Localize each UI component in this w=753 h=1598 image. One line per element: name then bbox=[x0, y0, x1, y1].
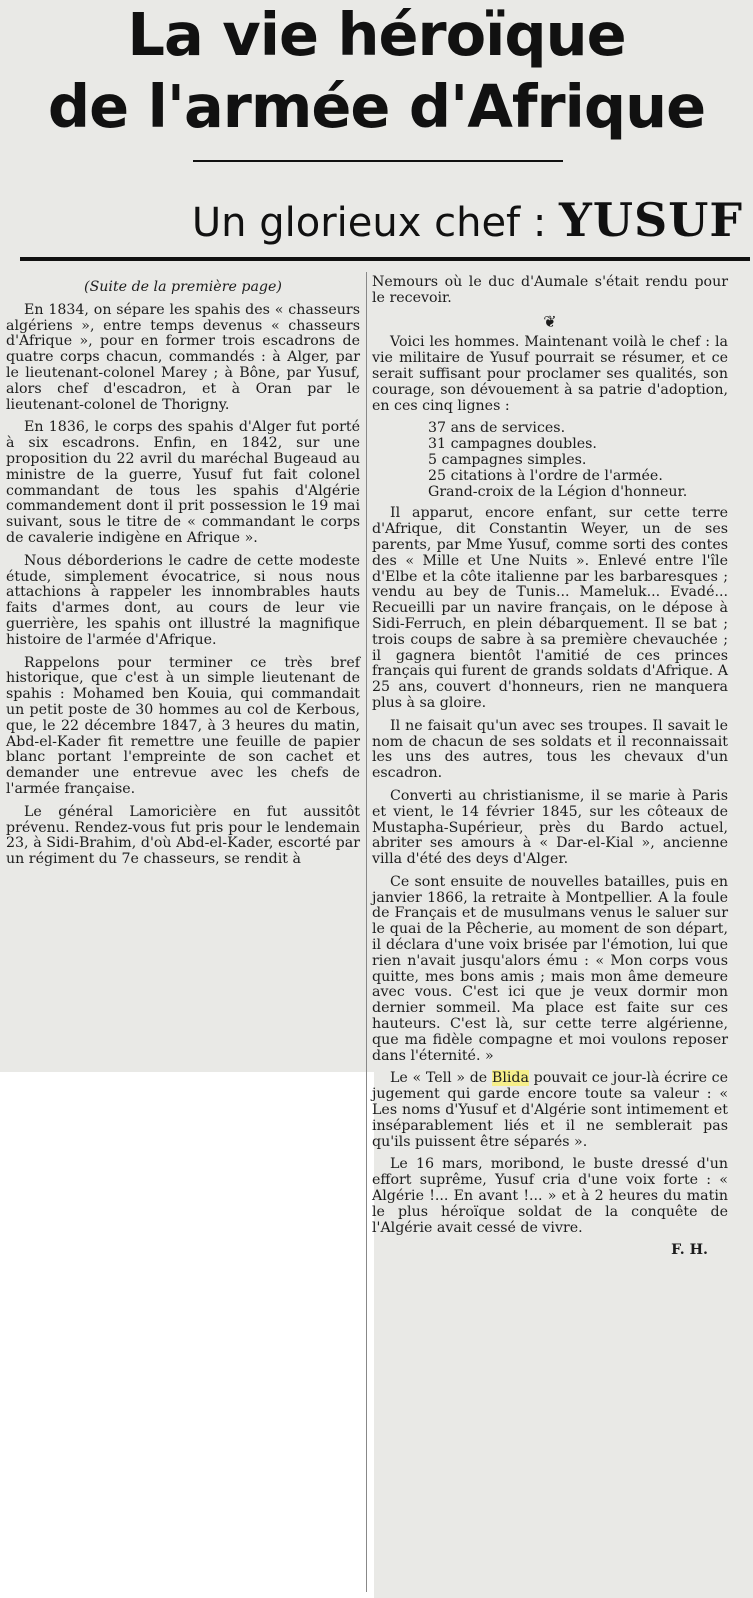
list-item: 25 citations à l'ordre de l'armée. bbox=[428, 467, 663, 484]
paragraph: Ce sont ensuite de nouvelles batailles, puis en janvier 1866, la retraite à Montpellier. A la foule de Français et de musulmans venus le saluer sur le quai de la Pêcherie, au moment de son départ, il déclara d'une voix brisée par l'émotion, lui que rien n'avait jusqu'alors ému : « Mon corps vous quitte, mes bons amis ; mais mon âme demeure avec vous. C'est ici que je veux dormir mon dernier sommeil. Ma place est faite sur ces hauteurs. C'est là, sur cette terre algérienne, que ma fidèle compagne et moi voulons reposer dans l'éternité. » bbox=[372, 873, 728, 1064]
text: pouvait ce jour-là écrire ce jugement qui garde encore toute sa valeur : « Les noms d'Yusuf et d'Algérie sont intimement et inséparablement liés et il ne semblerait pas qu'ils puissent être séparés ». bbox=[372, 1070, 728, 1150]
subtitle-name: YUSUF bbox=[559, 193, 743, 247]
paragraph: Nous déborderions le cadre de cette modeste étude, simplement évocatrice, si nous nous attachions à rappeler les innombrables hauts faits d'armes dont, au cours de leur vie guerrière, les spahis ont illustré la magnifique histoire de l'armée d'Afrique. bbox=[6, 552, 360, 648]
fleuron-icon: ❦ bbox=[543, 311, 557, 331]
list-item: 37 ans de services. bbox=[428, 420, 566, 437]
subtitle bbox=[192, 190, 743, 253]
signature: F. H. bbox=[671, 1242, 708, 1259]
highlighted-word: Blida bbox=[491, 1070, 529, 1087]
column-divider bbox=[366, 272, 367, 1592]
headline-line-2: de l'armée d'Afrique bbox=[47, 72, 706, 141]
headline-divider bbox=[193, 160, 563, 162]
paragraph: Le 16 mars, moribond, le buste dressé d'un effort suprême, Yusuf cria d'une voix forte : « Algérie !... En avant !... » et à 2 heures du matin le plus héroïque soldat de la conquête de l'Algérie avait cessé de vivre. bbox=[372, 1156, 728, 1236]
kicker: (Suite de la première page) bbox=[84, 279, 282, 295]
paragraph-continued: Nemours où le duc d'Aumale s'était rendu pour le recevoir. bbox=[372, 274, 728, 306]
paragraph: En 1834, on sépare les spahis des « chasseurs algériens », entre temps devenus « chasseurs d'Afrique », pour en former trois escadrons de quatre corps chacun, commandés : à Alger, par le lieutenant-colonel Marey ; à Bône, par Yusuf, alors chef d'escadron, et à Oran par le lieutenant-colonel de Thorigny. bbox=[6, 301, 360, 413]
paragraph bbox=[372, 1071, 728, 1150]
list-item: 31 campagnes doubles. bbox=[428, 436, 597, 453]
subtitle-prefix: Un glorieux chef : bbox=[191, 200, 547, 246]
service-list bbox=[372, 421, 728, 500]
paragraph: Voici les hommes. Maintenant voilà le chef : la vie militaire de Yusuf pourrait se résumer, et ce serait suffisant pour proclamer ses qualités, son courage, son dévouement à sa patrie d'adoption, en ces cinq lignes : bbox=[372, 334, 728, 414]
list-item: 5 campagnes simples. bbox=[428, 451, 587, 468]
paragraph: En 1836, le corps des spahis d'Alger fut porté à six escadrons. Enfin, en 1842, sur une proposition du 22 avril du maréchal Bugeaud au ministre de la guerre, Yusuf fut fait colonel commandant de tous les spahis d'Algérie commandement dont il prit possession le 19 mai suivant, sous le titre de « commandant le corps de cavalerie indigène en Afrique ». bbox=[6, 419, 360, 546]
paragraph: Rappelons pour terminer ce très bref historique, que c'est à un simple lieutenant de spahis : Mohamed ben Kouia, qui commandait un petit poste de 30 hommes au col de Kerbous, que, le 22 décembre 1847, à 3 heures du matin, Abd-el-Kader fit remettre une feuille de papier blanc portant l'empreinte de son cachet et demander une entrevue avec les chefs de l'armée française. bbox=[6, 654, 360, 797]
paragraph: Il ne faisait qu'un avec ses troupes. Il savait le nom de chacun de ses soldats et il reconnaissait les uns des autres, tous les chevaux d'un escadron. bbox=[372, 717, 728, 782]
paragraph: Converti au christianisme, il se marie à Paris et vient, le 14 février 1845, sur les côteaux de Mustapha-Supérieur, près du Bardo actuel, abriter ses amours à « Dar-el-Kial », ancienne villa d'été des deys d'Alger. bbox=[372, 787, 728, 868]
list-item: Grand-croix de la Légion d'honneur. bbox=[428, 483, 688, 500]
text: Le « Tell » de bbox=[390, 1070, 492, 1087]
paragraph: Il apparut, encore enfant, sur cette terre d'Afrique, dit Constantin Weyer, un de ses parents, par Mme Yusuf, comme sorti des contes des « Mille et Une Nuits ». Enlevé entre l'île d'Elbe et la côte italienne par les barbaresques ; vendu au bey de Tunis... Mameluk... Evadé... Recueilli par un navire français, on le dépose à Sidi-Ferruch, en plein débarquement. Il se bat ; trois coups de sabre à sa première chevauchée ; il gagnera bientôt l'amitié de ces princes français qui furent de grands soldats d'Afrique. A 25 ans, couvert d'honneurs, rien ne manquera plus à sa gloire. bbox=[372, 505, 728, 711]
right-column bbox=[372, 275, 728, 1266]
headline-line-1: La vie héroïque bbox=[127, 0, 626, 69]
left-column bbox=[6, 280, 360, 875]
paragraph: Le général Lamoricière en fut aussitôt prévenu. Rendez-vous fut pris pour le lendemain 23, à Sidi-Brahim, d'où Abd-el-Kader, escorté par un régiment du 7e chasseurs, se rendit à bbox=[6, 803, 360, 868]
subtitle-underline bbox=[20, 257, 750, 261]
